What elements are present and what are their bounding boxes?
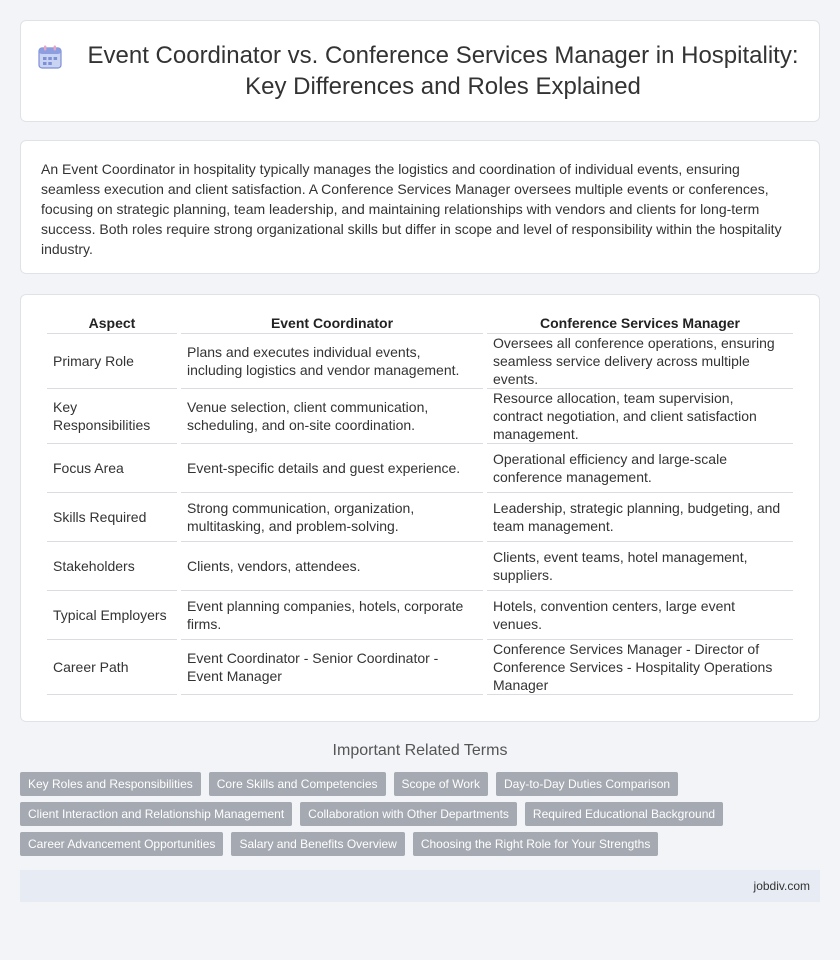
row-conference-manager: Hotels, convention centers, large event venues. <box>487 591 793 640</box>
comparison-card <box>20 294 820 722</box>
row-aspect: Primary Role <box>47 334 177 389</box>
table-row <box>47 493 793 542</box>
row-conference-manager: Leadership, strategic planning, budgeting, and team management. <box>487 493 793 542</box>
header-aspect: Aspect <box>47 309 177 334</box>
row-conference-manager: Operational efficiency and large-scale conference management. <box>487 444 793 493</box>
header-conference-services-manager: Conference Services Manager <box>487 309 793 334</box>
row-aspect: Career Path <box>47 640 177 695</box>
row-conference-manager: Oversees all conference operations, ensuring seamless service delivery across multiple events. <box>487 334 793 389</box>
related-term-tag[interactable]: Client Interaction and Relationship Management <box>20 802 292 826</box>
related-terms-title: Important Related Terms <box>332 742 508 759</box>
table-header-row <box>47 309 793 334</box>
row-event-coordinator: Strong communication, organization, multitasking, and problem-solving. <box>181 493 483 542</box>
row-aspect: Key Responsibilities <box>47 389 177 444</box>
row-aspect: Focus Area <box>47 444 177 493</box>
row-conference-manager: Conference Services Manager - Director of Conference Services - Hospitality Operations Manager <box>487 640 793 695</box>
row-event-coordinator: Event Coordinator - Senior Coordinator - Event Manager <box>181 640 483 695</box>
related-terms-list <box>0 772 800 856</box>
related-term-tag[interactable]: Scope of Work <box>394 772 488 796</box>
row-conference-manager: Clients, event teams, hotel management, suppliers. <box>487 542 793 591</box>
related-term-tag[interactable]: Required Educational Background <box>525 802 723 826</box>
header-event-coordinator: Event Coordinator <box>181 309 483 334</box>
comparison-table <box>43 309 797 695</box>
row-event-coordinator: Clients, vendors, attendees. <box>181 542 483 591</box>
table-row <box>47 389 793 444</box>
related-term-tag[interactable]: Choosing the Right Role for Your Strengths <box>413 832 658 856</box>
table-row <box>47 591 793 640</box>
related-term-tag[interactable]: Day-to-Day Duties Comparison <box>496 772 678 796</box>
table-row <box>47 640 793 695</box>
related-term-tag[interactable]: Core Skills and Competencies <box>209 772 386 796</box>
footer <box>20 870 820 902</box>
page-title: Event Coordinator vs. Conference Services Manager in Hospitality: Key Differences and Roles Explained <box>87 42 799 100</box>
row-aspect: Typical Employers <box>47 591 177 640</box>
table-row <box>47 334 793 389</box>
related-term-tag[interactable]: Career Advancement Opportunities <box>20 832 223 856</box>
title-card <box>20 20 820 122</box>
row-event-coordinator: Venue selection, client communication, scheduling, and on-site coordination. <box>181 389 483 444</box>
calendar-icon <box>37 44 63 70</box>
row-event-coordinator: Event-specific details and guest experience. <box>181 444 483 493</box>
related-term-tag[interactable]: Key Roles and Responsibilities <box>20 772 201 796</box>
footer-site-link[interactable]: jobdiv.com <box>753 879 810 893</box>
intro-paragraph: An Event Coordinator in hospitality typically manages the logistics and coordination of individual events, ensuring seamless execution and client satisfaction. A Conference Services Manager oversees multiple events or conferences, focusing on strategic planning, team leadership, and maintaining relationships with vendors and clients for long-term success. Both roles require strong organizational skills but differ in scope and level of responsibility within the hospitality industry. <box>41 161 782 257</box>
related-term-tag[interactable]: Salary and Benefits Overview <box>231 832 404 856</box>
row-event-coordinator: Event planning companies, hotels, corporate firms. <box>181 591 483 640</box>
table-row <box>47 444 793 493</box>
row-aspect: Stakeholders <box>47 542 177 591</box>
row-aspect: Skills Required <box>47 493 177 542</box>
related-term-tag[interactable]: Collaboration with Other Departments <box>300 802 517 826</box>
row-conference-manager: Resource allocation, team supervision, contract negotiation, and client satisfaction management. <box>487 389 793 444</box>
intro-card <box>20 140 820 274</box>
title-wrap <box>37 40 803 102</box>
row-event-coordinator: Plans and executes individual events, including logistics and vendor management. <box>181 334 483 389</box>
table-row <box>47 542 793 591</box>
